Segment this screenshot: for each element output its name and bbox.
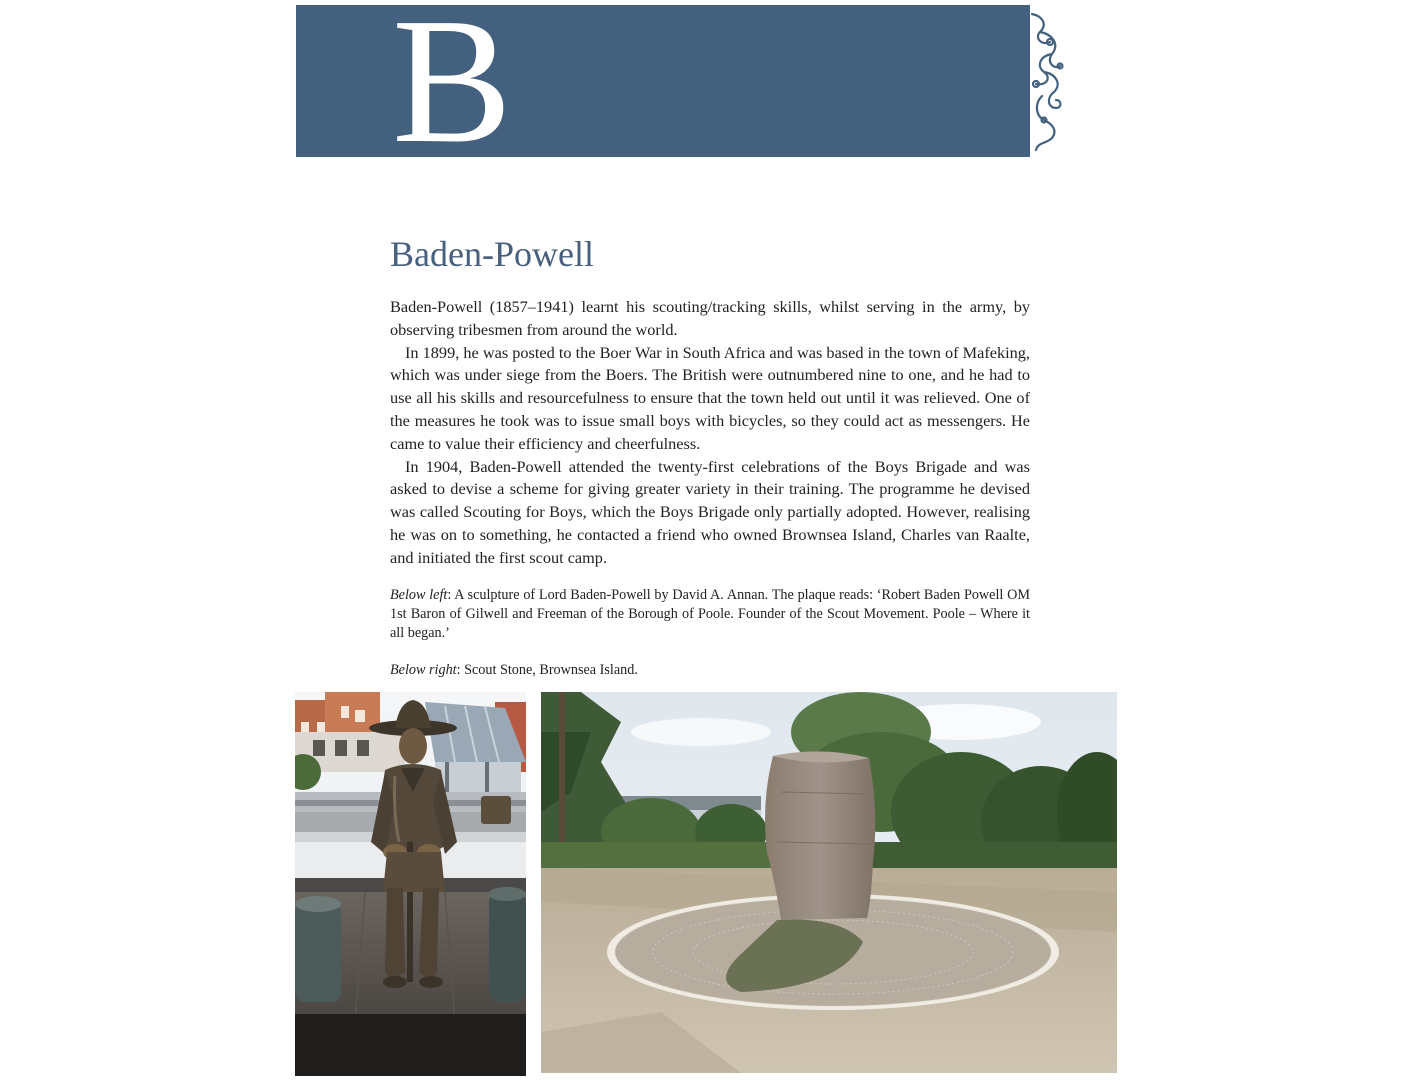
photo-scout-stone	[541, 692, 1117, 1073]
paragraph: In 1899, he was posted to the Boer War in South Africa and was based in the town of Mafeking, which was under siege from the Boers. The British were outnumbered nine to one, and he had to use all his skills and resourcefulness to ensure that the town held out until it was relieved. One of the measures he took was to issue small boys with bicycles, so they could act as messengers. He came to value their efficiency and cheerfulness.	[390, 342, 1030, 453]
photo-baden-powell-statue	[295, 692, 526, 1076]
article-body	[390, 296, 1030, 570]
caption-below-right	[390, 661, 1030, 680]
caption-text: : A sculpture of Lord Baden-Powell by David A. Annan. The plaque reads: ‘Robert Baden Powell OM 1st Baron of Gilwell and Freeman of the Borough of Poole. Founder of the Scout Movement. Poole – Where it all began.’	[390, 587, 1030, 642]
caption-text: : Scout Stone, Brownsea Island.	[456, 662, 638, 678]
caption-below-left	[390, 586, 1030, 644]
paragraph: Baden-Powell (1857–1941) learnt his scouting/tracking skills, whilst serving in the army, by observing tribesmen from around the world.	[390, 297, 1030, 339]
chapter-banner	[296, 0, 1030, 180]
section-title: Baden-Powell	[390, 234, 594, 274]
scroll-ornament-icon	[1028, 12, 1064, 152]
caption-label: Below left	[390, 587, 448, 603]
chapter-letter: B	[392, 0, 513, 180]
paragraph: In 1904, Baden-Powell attended the twenty-first celebrations of the Boys Brigade and was asked to devise a scheme for giving greater variety in their training. The programme he devised was called Scouting for Boys, which the Boys Brigade only partially adopted. However, realising he was on to something, he contacted a friend who owned Brownsea Island, Charles van Raalte, and initiated the first scout camp.	[390, 456, 1030, 567]
caption-label: Below right	[390, 662, 457, 678]
